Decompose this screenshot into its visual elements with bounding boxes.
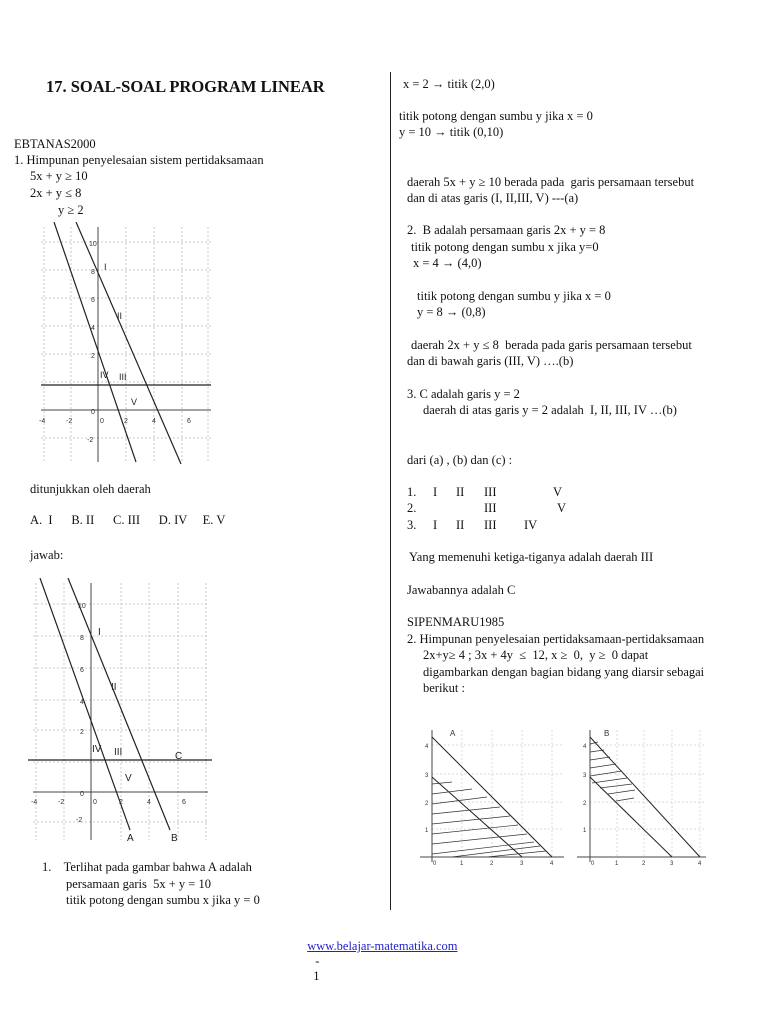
x-tick: 2	[124, 418, 128, 425]
q1-shown-by: ditunjukkan oleh daerah	[30, 482, 151, 496]
svg-text:10: 10	[78, 603, 86, 610]
graph-option-a	[412, 722, 568, 868]
svg-text:6: 6	[182, 799, 186, 806]
svg-text:2: 2	[490, 861, 494, 867]
svg-text:-2: -2	[76, 817, 83, 824]
svg-text:2: 2	[583, 801, 587, 807]
y-tick: 10	[89, 241, 97, 248]
source-label-1: EBTANAS2000	[14, 137, 96, 151]
graph-label: B	[604, 729, 610, 738]
svg-text:4: 4	[698, 861, 702, 867]
table-cell: IV	[524, 518, 538, 532]
y-tick: 0	[91, 409, 95, 416]
answer-1-line-3: titik potong dengan sumbu x jika y = 0	[66, 893, 260, 907]
right-line: Jawabannya adalah C	[407, 583, 516, 597]
q1-inequality-1: 5x + y ≥ 10	[30, 169, 88, 183]
right-line: Yang memenuhi ketiga-tiganya adalah daerah III	[409, 550, 654, 564]
svg-text:6: 6	[80, 667, 84, 674]
right-line: daerah 5x + y ≥ 10 berada pada garis persamaan tersebut	[407, 175, 695, 189]
svg-text:3: 3	[425, 773, 429, 779]
svg-text:2: 2	[80, 729, 84, 736]
table-cell: I	[433, 518, 438, 532]
table-cell: V	[557, 501, 567, 515]
y-tick: 8	[91, 269, 95, 276]
question-2-line: digambarkan dengan bagian bidang yang diarsir sebagai	[423, 665, 705, 679]
svg-text:1: 1	[460, 861, 464, 867]
right-line: titik potong dengan sumbu y jika x = 0	[399, 109, 593, 123]
right-line: titik potong dengan sumbu x jika y=0	[411, 240, 599, 254]
x-tick: -4	[39, 418, 46, 425]
right-line: daerah di atas garis y = 2 adalah I, II, III, IV …(b)	[423, 403, 677, 417]
line-a	[54, 222, 136, 462]
svg-text:-4: -4	[31, 799, 38, 806]
y-tick: 4	[91, 325, 95, 332]
svg-text:2: 2	[119, 799, 123, 806]
footer-link[interactable]: www.belajar-matematika.com	[307, 939, 458, 953]
x-tick: -2	[66, 418, 73, 425]
footer-separator: -	[315, 954, 320, 968]
table-cell: 1.	[407, 485, 417, 499]
answer-1-line-2: persamaan garis 5x + y = 10	[66, 877, 211, 891]
svg-text:3: 3	[670, 861, 674, 867]
line-b	[76, 222, 181, 464]
svg-text:A: A	[127, 833, 134, 842]
svg-text:B: B	[171, 833, 178, 842]
table-cell: III	[484, 518, 497, 532]
table-cell: III	[484, 501, 497, 515]
right-line: titik potong dengan sumbu y jika x = 0	[417, 289, 611, 303]
page-number: 1	[313, 969, 320, 983]
x-tick: 0	[100, 418, 104, 425]
svg-text:4: 4	[425, 744, 429, 750]
right-line: x = 2 → titik (2,0)	[403, 77, 495, 91]
svg-text:8: 8	[80, 635, 84, 642]
right-line: x = 4 → (4,0)	[413, 256, 482, 270]
q1-inequality-2: 2x + y ≤ 8	[30, 186, 82, 200]
region-label: V	[131, 397, 138, 407]
question-2-line: 2. Himpunan penyelesaian pertidaksamaan-pertidaksamaan	[407, 632, 705, 646]
svg-text:1: 1	[615, 861, 619, 867]
table-cell: V	[553, 485, 563, 499]
right-line: y = 8 → (0,8)	[417, 305, 486, 319]
table-cell: II	[456, 485, 465, 499]
svg-text:3: 3	[583, 773, 587, 779]
svg-text:3: 3	[520, 861, 524, 867]
x-tick: 4	[152, 418, 156, 425]
x-tick: 6	[187, 418, 191, 425]
svg-text:-2: -2	[58, 799, 65, 806]
svg-text:2: 2	[642, 861, 646, 867]
svg-text:4: 4	[147, 799, 151, 806]
region-label: IV	[100, 370, 109, 380]
svg-text:C: C	[175, 751, 183, 762]
table-cell: III	[484, 485, 497, 499]
svg-text:0: 0	[93, 799, 97, 806]
svg-text:IV: IV	[92, 744, 102, 755]
right-line: 2. B adalah persamaan garis 2x + y = 8	[407, 223, 606, 237]
right-line: daerah 2x + y ≤ 8 berada pada garis persamaan tersebut	[411, 338, 692, 352]
right-line: dari (a) , (b) dan (c) :	[407, 453, 513, 467]
q1-options: A. I B. II C. III D. IV E. V	[30, 513, 226, 527]
region-label: I	[104, 262, 107, 272]
right-line: dan di bawah garis (III, V) ….(b)	[407, 354, 574, 368]
table-cell: 3.	[407, 518, 417, 532]
svg-text:II: II	[111, 682, 117, 693]
svg-text:2: 2	[425, 801, 429, 807]
page-title: 17. SOAL-SOAL PROGRAM LINEAR	[46, 77, 325, 96]
graph-label: A	[450, 729, 456, 738]
right-line: y = 10 → titik (0,10)	[399, 125, 504, 139]
table-cell: 2.	[407, 501, 417, 515]
svg-text:4: 4	[550, 861, 554, 867]
question-2-line: 2x+y≥ 4 ; 3x + 4y ≤ 12, x ≥ 0, y ≥ 0 dapat	[423, 648, 649, 662]
svg-text:III: III	[114, 747, 123, 758]
graph-question-1	[36, 222, 212, 466]
svg-text:0: 0	[433, 861, 437, 867]
answer-label: jawab:	[30, 548, 64, 562]
svg-text:1: 1	[583, 828, 587, 834]
svg-text:1: 1	[425, 828, 429, 834]
graph-answer-1	[28, 578, 212, 842]
svg-text:I: I	[98, 627, 101, 638]
question-1-intro: 1. Himpunan penyelesaian sistem pertidaksamaan	[14, 153, 264, 167]
y-tick: 6	[91, 297, 95, 304]
svg-text:4: 4	[80, 699, 84, 706]
right-line: dan di atas garis (I, II,III, V) ---(a)	[407, 191, 579, 205]
y-tick: 2	[91, 353, 95, 360]
svg-text:0: 0	[80, 791, 84, 798]
answer-1-line-1: 1. Terlihat pada gambar bahwa A adalah	[42, 860, 252, 874]
region-label: III	[119, 372, 127, 382]
right-line: 3. C adalah garis y = 2	[407, 387, 520, 401]
y-tick: -2	[87, 437, 94, 444]
region-label: II	[117, 311, 123, 321]
svg-text:V: V	[125, 773, 132, 784]
question-2-line: berikut :	[423, 681, 466, 695]
table-cell: I	[433, 485, 438, 499]
table-cell: II	[456, 518, 465, 532]
svg-text:4: 4	[583, 744, 587, 750]
q1-inequality-3: y ≥ 2	[58, 203, 84, 217]
graph-option-b	[572, 722, 708, 868]
column-divider	[390, 72, 391, 910]
footer	[301, 924, 458, 984]
source-label-2: SIPENMARU1985	[407, 615, 505, 629]
svg-text:0: 0	[591, 861, 595, 867]
